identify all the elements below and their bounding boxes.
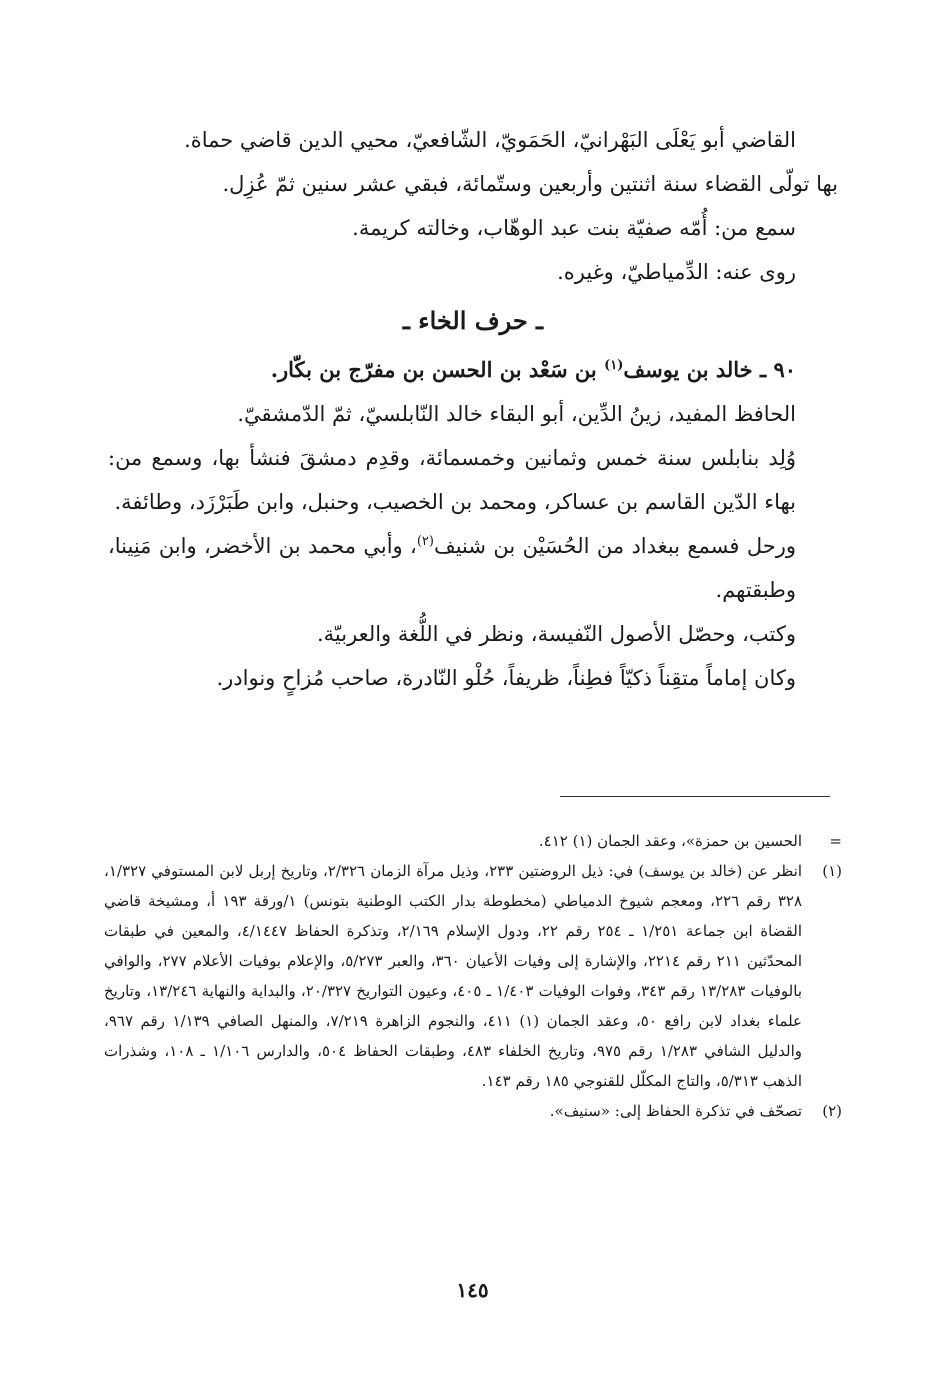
- footnote-separator: [560, 796, 830, 797]
- footnote-text: انظر عن (خالد بن يوسف) في: ذيل الروضتين ٢٣٣، وذيل مرآة الزمان ٢/٣٢٦، وتاريخ إربل لابن المستوفي ١/٣٢٧، ٣٢٨ رقم ٢٢٦، ومعجم شيوخ الدمياطي (مخطوطة بدار الكتب الوطنية بتونس) ١/ورقة ١٩٣ أ، ومشيخة قاضي القضاة ابن جماعة ١/٢٥١ ـ ٢٥٤ رقم ٢٢، ودول الإسلام ٢/١٦٩، وتذكرة الحفاظ ٤/١٤٤٧، والمعين في طبقات المحدّثين ٢١١ رقم ٢٢١٤، والإشارة إلى وفيات الأعيان ٣٦٠، والعبر ٥/٢٧٣، والإعلام بوفيات الأعلام ٢٧٧، والوافي بالوفيات ١٣/٢٨٣ رقم ٣٤٣، وفوات الوفيات ١/٤٠٣ ـ ٤٠٥، وعيون التواريخ ٢٠/٣٢٧، والبداية والنهاية ١٣/٢٤٦، وتاريخ علماء بغداد لابن رافع ٥٠، وعقد الجمان (١) ٤١١، والنجوم الزاهرة ٧/٢١٩، والمنهل الصافي ١/١٣٩ رقم ٩٦٧، والدليل الشافي ١/٢٨٣ رقم ٩٧٥، وتاريخ الخلفاء ٤٨٣، وطبقات الحفاظ ٥٠٤، والدارس ١/١٠٦ ـ ١٠٨، وشذرات الذهب ٥/٣١٣، والتاج المكلّل للقنوجي ١٨٥ رقم ١٤٣.: [104, 862, 802, 1090]
- footnote-mark: (١): [822, 862, 842, 880]
- footnote-mark: (٢): [822, 1102, 842, 1120]
- footnote-continuation: [104, 826, 842, 856]
- entry-name: خالد بن يوسف: [623, 357, 753, 382]
- text-line-4: روى عنه: الدِّمياطيّ، وغيره.: [557, 260, 796, 284]
- entry-number: ٩٠ ـ: [759, 357, 796, 382]
- paragraph-1: الحافظ المفيد، زينُ الدِّين، أبو البقاء خالد النّابلسيّ، ثمّ الدّمشقيّ.: [237, 402, 796, 426]
- footnote-mark: =: [829, 832, 842, 850]
- page-number: ١٤٥: [456, 1278, 489, 1302]
- footnotes: [104, 826, 842, 1126]
- entry-lineage: بن سَعْد بن الحسن بن مفرّج بن بكّار.: [270, 357, 597, 382]
- paragraph-5: وكان إماماً متقِناً ذكيّاً فطِناً، ظريفاً، حُلْو النّادرة، صاحب مُزاحٍ ونوادر.: [216, 666, 796, 690]
- paragraph-3-part-b: ، وأبي محمد بن الأخضر، وابن مَنِينا، وطبقتهم.: [108, 534, 796, 602]
- section-heading: ـ حرف الخاء ـ: [402, 306, 544, 335]
- paragraph-3-part-a: ورحل فسمع ببغداد من الحُسَيْن بن شنيف: [433, 534, 797, 558]
- paragraph-2: وُلِد بنابلس سنة خمس وثمانين وخمسمائة، وقدِم دمشقَ فنشأ بها، وسمع من: بهاء الدّين القاسم بن عساكر، ومحمد بن الخصيب، وحنبل، وابن طَبَرْزَد، وطائفة.: [108, 446, 796, 514]
- text-line-2: بها تولّى القضاء سنة اثنتين وأربعين وستّمائة، فبقي عشر سنين ثمّ عُزِل.: [222, 172, 838, 196]
- text-line-1: القاضي أبو يَعْلَى البَهْرانيّ، الحَمَويّ، الشّافعيّ، محيي الدين قاضي حماة.: [184, 128, 796, 152]
- text-line-3: سمع من: أُمّه صفيّة بنت عبد الوهّاب، وخالته كريمة.: [352, 216, 796, 240]
- entry-title: [108, 348, 838, 392]
- footnote-text: تصحّف في تذكرة الحفاظ إلى: «سنيف».: [549, 1102, 802, 1120]
- footnote-text: الحسين بن حمزة»، وعقد الجمان (١) ٤١٢.: [538, 832, 802, 850]
- paragraph-4: وكتب، وحصّل الأصول النّفيسة، ونظر في اللُّغة والعربيّة.: [316, 622, 796, 646]
- footnote-ref-2: (٢): [416, 534, 434, 549]
- footnote-2: [104, 1096, 842, 1126]
- main-text: [108, 118, 838, 700]
- footnote-ref-1: (١): [604, 358, 624, 373]
- paragraph-3: [108, 524, 838, 612]
- footnote-1: [104, 856, 842, 1096]
